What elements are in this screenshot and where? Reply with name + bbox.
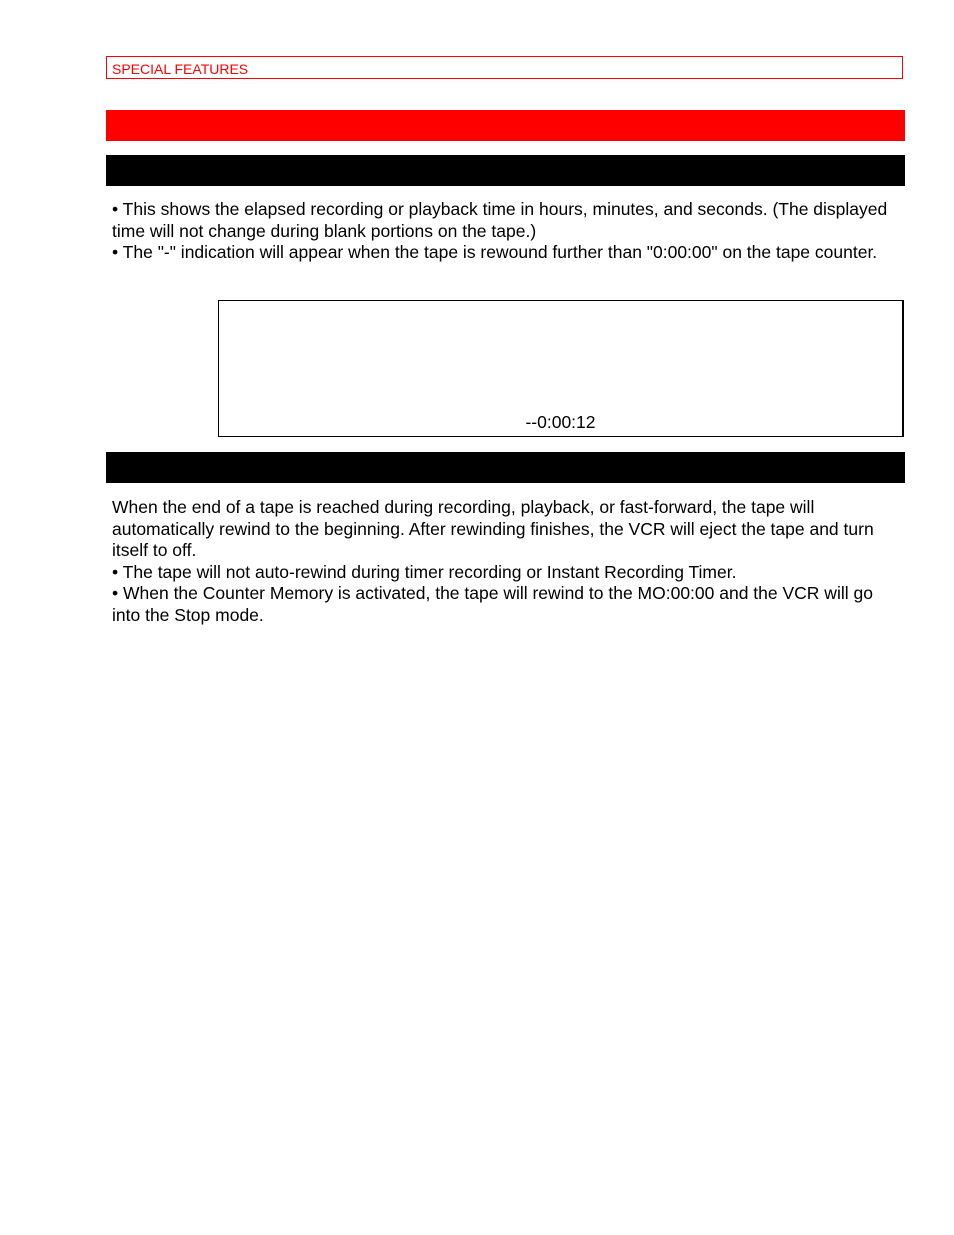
counter-display-screen (218, 300, 904, 437)
auto-rewind-bullet-1: • The tape will not auto-rewind during timer recording or Instant Recording Timer. (112, 561, 737, 582)
counter-bullet-2: • The "-" indication will appear when the tape is rewound further than "0:00:00" on the tape counter. (112, 242, 878, 262)
counter-description (112, 199, 898, 264)
auto-rewind-bullet-2: • When the Counter Memory is activated, the tape will rewind to the MO:00:00 and the VCR will go into the Stop mode. (112, 583, 873, 625)
counter-bullet-1: • This shows the elapsed recording or playback time in hours, minutes, and seconds. (The displayed time will not change during blank portions on the tape.) (112, 199, 888, 241)
auto-rewind-paragraph: When the end of a tape is reached during recording, playback, or fast-forward, the tape will automatically rewind to the beginning. After rewinding finishes, the VCR will eject the tape and turn itself to off. (112, 497, 874, 560)
section-header (106, 56, 903, 79)
section-header-label: SPECIAL FEATURES (112, 61, 249, 77)
counter-display-value: --0:00:12 (525, 412, 596, 432)
title-bar (106, 110, 905, 141)
auto-rewind-description (112, 497, 898, 626)
auto-rewind-heading-bar (106, 452, 905, 483)
counter-heading-bar (106, 155, 905, 186)
